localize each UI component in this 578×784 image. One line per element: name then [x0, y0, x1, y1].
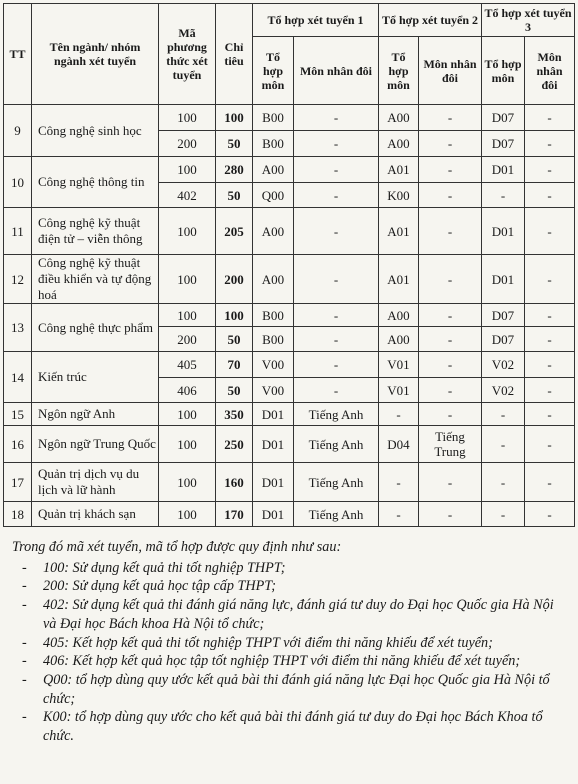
cell-double-2: -: [419, 378, 482, 403]
header-tt: TT: [4, 4, 32, 105]
cell-combo-2: V01: [379, 378, 419, 403]
cell-combo-2: -: [379, 502, 419, 527]
cell-combo-2: -: [379, 463, 419, 502]
cell-double-3: -: [525, 131, 575, 157]
header-major: Tên ngành/ nhóm ngành xét tuyển: [32, 4, 159, 105]
cell-double-2: -: [419, 208, 482, 255]
cell-method: 100: [159, 463, 216, 502]
cell-method: 100: [159, 426, 216, 463]
header-combo-1: Tổ hợp xét tuyển 1: [253, 4, 379, 37]
cell-combo-1: D01: [253, 463, 294, 502]
cell-method: 100: [159, 304, 216, 327]
cell-tt: 14: [4, 352, 32, 403]
cell-combo-1: D01: [253, 426, 294, 463]
cell-double-2: -: [419, 105, 482, 131]
cell-double-1: Tiếng Anh: [294, 403, 379, 426]
notes-section: [12, 538, 568, 746]
bullet-dash: -: [22, 578, 27, 595]
cell-quota: 350: [216, 403, 253, 426]
cell-double-3: -: [525, 105, 575, 131]
cell-double-3: -: [525, 378, 575, 403]
note-item: [12, 577, 568, 596]
cell-tt: 17: [4, 463, 32, 502]
cell-quota: 170: [216, 502, 253, 527]
cell-tt: 13: [4, 304, 32, 352]
cell-combo-1: B00: [253, 327, 294, 352]
header-combo-subject-2: Tổ hợp môn: [379, 37, 419, 105]
header-quota: Chỉ tiêu: [216, 4, 253, 105]
table-row: [4, 426, 575, 463]
cell-method: 100: [159, 208, 216, 255]
cell-quota: 250: [216, 426, 253, 463]
cell-combo-2: A00: [379, 304, 419, 327]
cell-quota: 50: [216, 131, 253, 157]
cell-double-3: -: [525, 403, 575, 426]
header-double-subject-1: Môn nhân đôi: [294, 37, 379, 105]
cell-combo-1: D01: [253, 502, 294, 527]
cell-combo-2: K00: [379, 183, 419, 208]
cell-combo-3: D07: [482, 327, 525, 352]
table-row: [4, 304, 575, 327]
cell-double-3: -: [525, 327, 575, 352]
notes-list: [12, 559, 568, 746]
cell-double-1: Tiếng Anh: [294, 502, 379, 527]
cell-combo-2: V01: [379, 352, 419, 378]
cell-double-1: -: [294, 304, 379, 327]
bullet-dash: -: [22, 653, 27, 670]
cell-double-2: -: [419, 403, 482, 426]
table-row: [4, 157, 575, 183]
cell-combo-3: D01: [482, 255, 525, 304]
cell-double-2: -: [419, 304, 482, 327]
cell-quota: 50: [216, 378, 253, 403]
cell-combo-2: A00: [379, 327, 419, 352]
cell-combo-3: V02: [482, 352, 525, 378]
cell-double-2: -: [419, 327, 482, 352]
cell-combo-3: D07: [482, 105, 525, 131]
cell-method: 200: [159, 131, 216, 157]
cell-double-3: -: [525, 255, 575, 304]
header-combo-subject-3: Tổ hợp môn: [482, 37, 525, 105]
cell-major: Công nghệ thực phẩm: [32, 304, 159, 352]
header-combo-3: Tổ hợp xét tuyển 3: [482, 4, 575, 37]
cell-double-1: Tiếng Anh: [294, 463, 379, 502]
cell-combo-3: -: [482, 502, 525, 527]
cell-method: 200: [159, 327, 216, 352]
cell-combo-2: A01: [379, 255, 419, 304]
cell-double-2: -: [419, 183, 482, 208]
note-item: [12, 596, 568, 633]
cell-tt: 9: [4, 105, 32, 157]
cell-tt: 16: [4, 426, 32, 463]
cell-double-1: -: [294, 378, 379, 403]
cell-quota: 100: [216, 105, 253, 131]
cell-double-2: -: [419, 255, 482, 304]
note-item: [12, 559, 568, 578]
cell-combo-3: -: [482, 463, 525, 502]
note-item: [12, 671, 568, 708]
cell-combo-3: D07: [482, 131, 525, 157]
cell-combo-1: D01: [253, 403, 294, 426]
cell-tt: 11: [4, 208, 32, 255]
cell-major: Ngôn ngữ Trung Quốc: [32, 426, 159, 463]
cell-combo-2: A00: [379, 105, 419, 131]
cell-quota: 160: [216, 463, 253, 502]
cell-double-1: -: [294, 255, 379, 304]
cell-method: 406: [159, 378, 216, 403]
cell-major: Kiến trúc: [32, 352, 159, 403]
cell-method: 100: [159, 502, 216, 527]
cell-combo-1: A00: [253, 157, 294, 183]
cell-double-2: -: [419, 502, 482, 527]
cell-combo-3: -: [482, 403, 525, 426]
note-text: 406: Kết hợp kết quả học tập tốt nghiệp THPT với điểm thi năng khiếu để xét tuyển;: [43, 653, 521, 670]
cell-double-3: -: [525, 426, 575, 463]
cell-tt: 12: [4, 255, 32, 304]
bullet-dash: -: [22, 634, 27, 651]
cell-combo-1: V00: [253, 378, 294, 403]
cell-double-3: -: [525, 304, 575, 327]
table-row: [4, 105, 575, 131]
cell-combo-3: -: [482, 426, 525, 463]
cell-double-2: -: [419, 157, 482, 183]
cell-double-3: -: [525, 157, 575, 183]
cell-major: Công nghệ sinh học: [32, 105, 159, 157]
cell-quota: 205: [216, 208, 253, 255]
cell-double-3: -: [525, 183, 575, 208]
header-combo-subject-1: Tổ hợp môn: [253, 37, 294, 105]
cell-quota: 70: [216, 352, 253, 378]
note-text: K00: tổ hợp dùng quy ước cho kết quả bài thi đánh giá tư duy do Đại học Bách Khoa tổ chức.: [43, 709, 543, 745]
admission-table: [3, 3, 575, 527]
cell-double-1: -: [294, 157, 379, 183]
cell-combo-3: -: [482, 183, 525, 208]
note-item: [12, 708, 568, 745]
cell-combo-3: V02: [482, 378, 525, 403]
note-item: [12, 634, 568, 653]
cell-quota: 200: [216, 255, 253, 304]
cell-double-1: -: [294, 183, 379, 208]
header-double-subject-3: Môn nhân đôi: [525, 37, 575, 105]
note-text: 200: Sử dụng kết quả học tập cấp THPT;: [43, 578, 276, 595]
cell-quota: 50: [216, 327, 253, 352]
note-item: [12, 652, 568, 671]
bullet-dash: -: [22, 597, 27, 614]
note-text: 405: Kết hợp kết quả thi tốt nghiệp THPT với điểm thi năng khiếu để xét tuyển;: [43, 634, 493, 651]
cell-major: Công nghệ kỹ thuật điện tử – viễn thông: [32, 208, 159, 255]
cell-quota: 280: [216, 157, 253, 183]
cell-double-2: -: [419, 131, 482, 157]
cell-combo-2: A01: [379, 208, 419, 255]
cell-combo-1: B00: [253, 105, 294, 131]
note-text: 402: Sử dụng kết quả thi đánh giá năng lực, đánh giá tư duy do Đại học Quốc gia Hà Nội và Đại học Bách khoa Hà Nội tổ chức;: [43, 597, 554, 632]
cell-double-2: -: [419, 463, 482, 502]
cell-combo-1: A00: [253, 208, 294, 255]
cell-combo-1: A00: [253, 255, 294, 304]
note-text: Q00: tổ hợp dùng quy ước kết quả bài thi đánh giá năng lực Đại học Quốc gia Hà Nội tổ chức;: [43, 671, 550, 707]
cell-combo-2: -: [379, 403, 419, 426]
cell-method: 100: [159, 255, 216, 304]
cell-major: Công nghệ kỹ thuật điều khiển và tự động hoá: [32, 255, 159, 304]
cell-double-1: -: [294, 327, 379, 352]
cell-major: Quản trị dịch vụ du lịch và lữ hành: [32, 463, 159, 502]
cell-method: 100: [159, 105, 216, 131]
cell-double-2: -: [419, 352, 482, 378]
table-row: [4, 208, 575, 255]
cell-major: Công nghệ thông tin: [32, 157, 159, 208]
cell-method: 402: [159, 183, 216, 208]
cell-quota: 50: [216, 183, 253, 208]
cell-tt: 18: [4, 502, 32, 527]
cell-double-2: Tiếng Trung: [419, 426, 482, 463]
table-row: [4, 255, 575, 304]
table-row: [4, 403, 575, 426]
cell-double-3: -: [525, 352, 575, 378]
cell-major: Quản trị khách sạn: [32, 502, 159, 527]
cell-double-3: -: [525, 502, 575, 527]
cell-combo-1: B00: [253, 304, 294, 327]
cell-combo-3: D01: [482, 157, 525, 183]
cell-double-1: Tiếng Anh: [294, 426, 379, 463]
table-row: [4, 352, 575, 378]
cell-combo-3: D01: [482, 208, 525, 255]
header-combo-2: Tổ hợp xét tuyển 2: [379, 4, 482, 37]
header-double-subject-2: Môn nhân đôi: [419, 37, 482, 105]
cell-combo-2: A01: [379, 157, 419, 183]
cell-major: Ngôn ngữ Anh: [32, 403, 159, 426]
header-method: Mã phương thức xét tuyển: [159, 4, 216, 105]
bullet-dash: -: [22, 671, 27, 688]
note-text: 100: Sử dụng kết quả thi tốt nghiệp THPT;: [43, 559, 286, 576]
cell-combo-1: V00: [253, 352, 294, 378]
cell-double-1: -: [294, 105, 379, 131]
cell-combo-2: D04: [379, 426, 419, 463]
cell-tt: 15: [4, 403, 32, 426]
notes-intro: Trong đó mã xét tuyển, mã tổ hợp được quy định như sau:: [12, 539, 342, 555]
cell-combo-3: D07: [482, 304, 525, 327]
cell-method: 405: [159, 352, 216, 378]
cell-tt: 10: [4, 157, 32, 208]
table-body: [4, 105, 575, 527]
cell-double-3: -: [525, 208, 575, 255]
cell-method: 100: [159, 157, 216, 183]
cell-combo-2: A00: [379, 131, 419, 157]
table-row: [4, 463, 575, 502]
bullet-dash: -: [22, 709, 27, 726]
cell-combo-1: Q00: [253, 183, 294, 208]
cell-method: 100: [159, 403, 216, 426]
cell-double-1: -: [294, 352, 379, 378]
bullet-dash: -: [22, 559, 27, 576]
cell-combo-1: B00: [253, 131, 294, 157]
cell-double-1: -: [294, 131, 379, 157]
table-row: [4, 502, 575, 527]
cell-double-1: -: [294, 208, 379, 255]
cell-quota: 100: [216, 304, 253, 327]
cell-double-3: -: [525, 463, 575, 502]
